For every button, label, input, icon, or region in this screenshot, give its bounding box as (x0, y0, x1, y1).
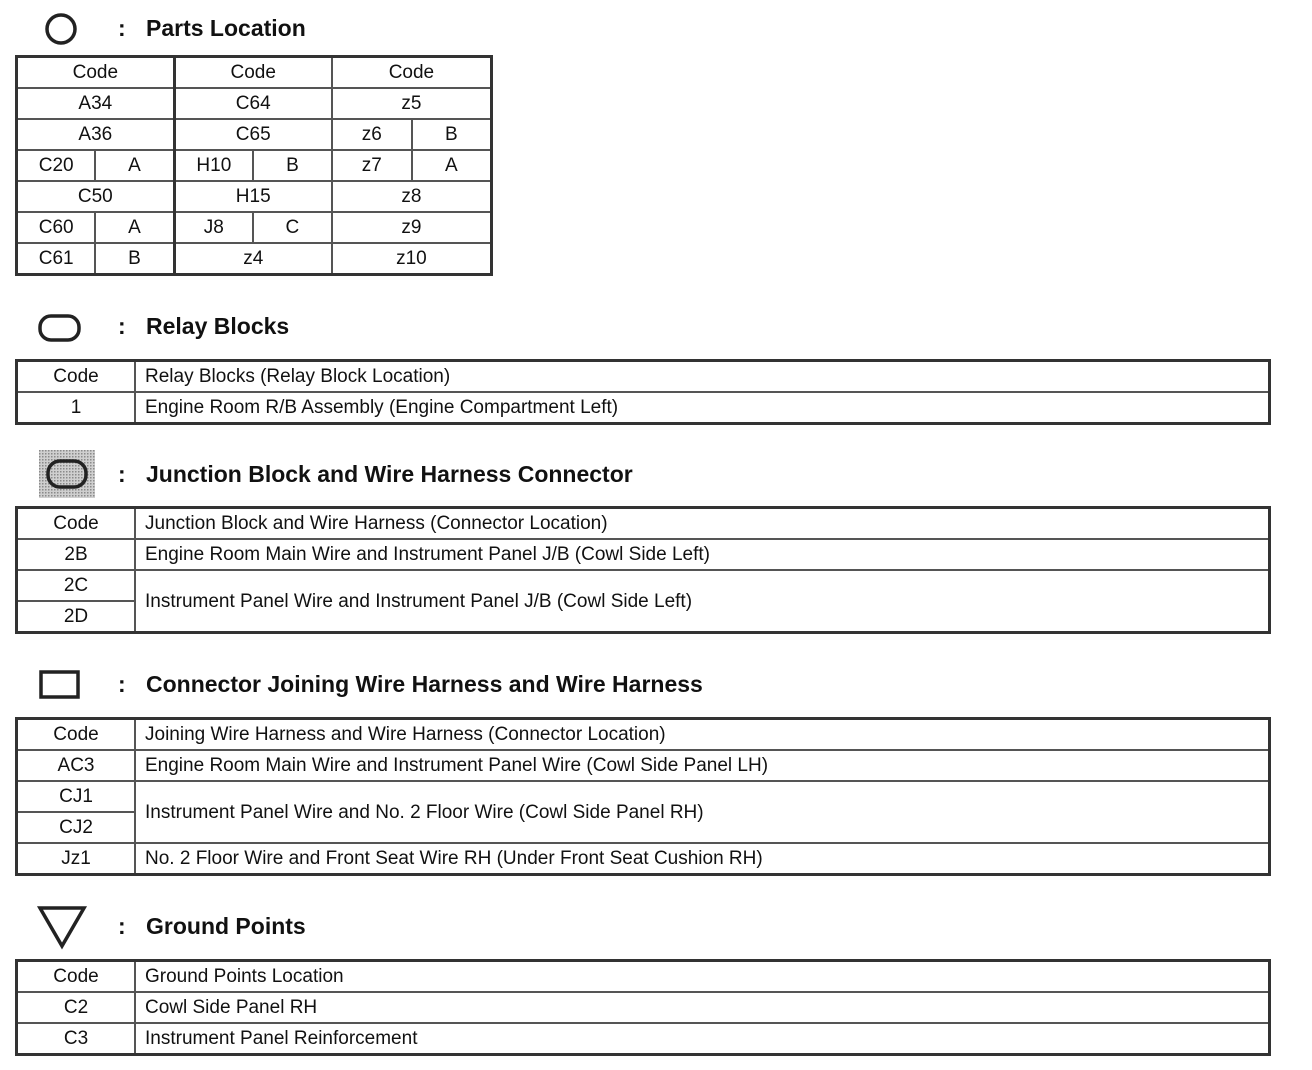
rounded-rect-icon (37, 312, 83, 344)
variant-cell: A (95, 212, 174, 243)
code-header: Code (17, 961, 136, 993)
variant-cell: A (412, 150, 492, 181)
table-header-row (17, 961, 1270, 993)
junction-block-colon: : (118, 461, 126, 487)
desc-cell: Engine Room Main Wire and Instrument Panel J/B (Cowl Side Left) (135, 539, 1270, 570)
relay-blocks-table (15, 359, 1271, 425)
junction-block-table (15, 506, 1271, 634)
table-header-row (17, 719, 1270, 751)
code-header: Code (17, 719, 136, 751)
table-row (17, 181, 492, 212)
table-row (17, 119, 492, 150)
desc-header: Ground Points Location (135, 961, 1270, 993)
desc-cell: Instrument Panel Wire and Instrument Panel J/B (Cowl Side Left) (135, 570, 1270, 633)
code-cell: C64 (174, 88, 332, 119)
desc-cell: Instrument Panel Wire and No. 2 Floor Wire (Cowl Side Panel RH) (135, 781, 1270, 843)
variant-cell: A (95, 150, 174, 181)
code-cell: 2D (17, 601, 136, 633)
code-cell: A36 (17, 119, 175, 150)
table-row (17, 212, 492, 243)
table-row (17, 88, 492, 119)
rectangle-icon (38, 669, 82, 701)
code-cell: 2B (17, 539, 136, 570)
desc-cell: Engine Room R/B Assembly (Engine Compartment Left) (135, 392, 1270, 424)
connector-joining-colon: : (118, 671, 126, 697)
code-header: Code (17, 361, 136, 393)
table-row (17, 150, 492, 181)
header-cell: Code (174, 57, 332, 89)
ground-points-table (15, 959, 1271, 1056)
desc-header: Joining Wire Harness and Wire Harness (Connector Location) (135, 719, 1270, 751)
code-cell: AC3 (17, 750, 136, 781)
code-cell: z5 (332, 88, 492, 119)
parts-location-table (15, 55, 493, 276)
shaded-rounded-rect-icon (39, 450, 95, 498)
variant-cell: C (253, 212, 332, 243)
code-cell: CJ1 (17, 781, 136, 812)
connector-joining-title: Connector Joining Wire Harness and Wire Harness (146, 671, 703, 697)
code-cell: CJ2 (17, 812, 136, 843)
desc-cell: Instrument Panel Reinforcement (135, 1023, 1270, 1055)
table-header-row (17, 57, 492, 89)
parts-location-title: Parts Location (146, 15, 306, 41)
code-cell: C2 (17, 992, 136, 1023)
table-row (17, 539, 1270, 570)
variant-cell: B (253, 150, 332, 181)
connector-joining-table (15, 717, 1271, 876)
code-cell: 2C (17, 570, 136, 601)
desc-cell: No. 2 Floor Wire and Front Seat Wire RH (Under Front Seat Cushion RH) (135, 843, 1270, 875)
triangle-down-icon (36, 904, 88, 950)
code-cell: A34 (17, 88, 175, 119)
code-cell: C20 (17, 150, 96, 181)
variant-cell: B (412, 119, 492, 150)
code-cell: C3 (17, 1023, 136, 1055)
ground-points-title: Ground Points (146, 913, 306, 939)
table-row (17, 843, 1270, 875)
junction-block-title: Junction Block and Wire Harness Connector (146, 461, 633, 487)
code-cell: z10 (332, 243, 492, 275)
table-row (17, 392, 1270, 424)
code-cell: z8 (332, 181, 492, 212)
header-cell: Code (17, 57, 175, 89)
table-row (17, 243, 492, 275)
code-cell: z4 (174, 243, 332, 275)
code-cell: H10 (174, 150, 253, 181)
table-row (17, 1023, 1270, 1055)
desc-header: Junction Block and Wire Harness (Connector Location) (135, 508, 1270, 540)
code-cell: C65 (174, 119, 332, 150)
code-cell: H15 (174, 181, 332, 212)
desc-header: Relay Blocks (Relay Block Location) (135, 361, 1270, 393)
code-cell: C61 (17, 243, 96, 275)
relay-blocks-colon: : (118, 313, 126, 339)
circle-icon (43, 11, 79, 47)
code-cell: C50 (17, 181, 175, 212)
code-cell: z9 (332, 212, 492, 243)
header-cell: Code (332, 57, 492, 89)
desc-cell: Cowl Side Panel RH (135, 992, 1270, 1023)
code-cell: C60 (17, 212, 96, 243)
table-header-row (17, 361, 1270, 393)
table-row (17, 992, 1270, 1023)
code-header: Code (17, 508, 136, 540)
relay-blocks-title: Relay Blocks (146, 313, 290, 339)
table-row (17, 570, 1270, 601)
table-row (17, 750, 1270, 781)
table-row (17, 781, 1270, 812)
code-cell: z7 (332, 150, 412, 181)
code-cell: Jz1 (17, 843, 136, 875)
code-cell: 1 (17, 392, 136, 424)
code-cell: z6 (332, 119, 412, 150)
code-cell: J8 (174, 212, 253, 243)
parts-location-colon: : (118, 15, 126, 41)
table-header-row (17, 508, 1270, 540)
ground-points-colon: : (118, 913, 126, 939)
variant-cell: B (95, 243, 174, 275)
desc-cell: Engine Room Main Wire and Instrument Panel Wire (Cowl Side Panel LH) (135, 750, 1270, 781)
